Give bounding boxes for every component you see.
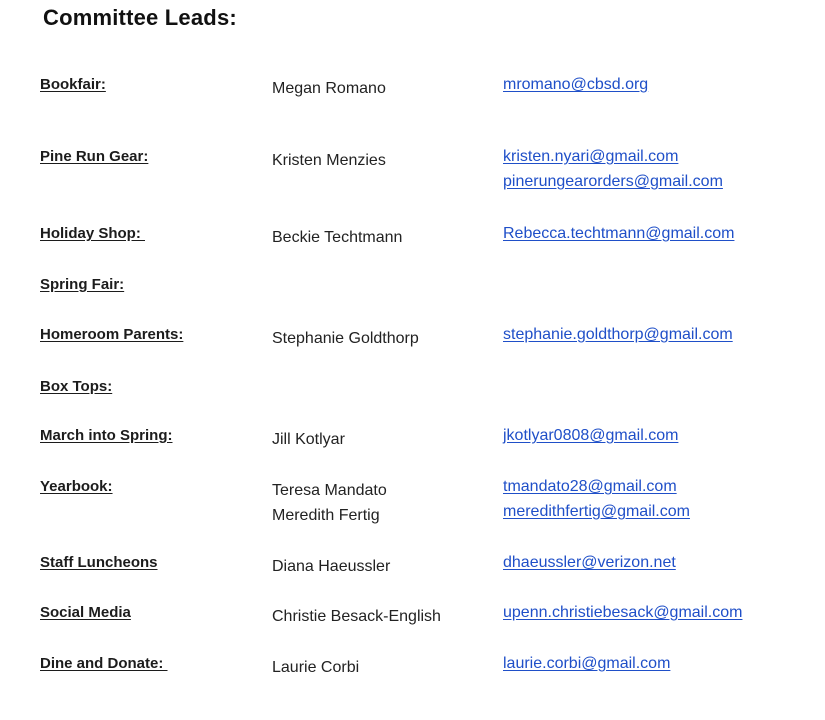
committee-emails [503,474,690,524]
committee-emails [503,72,648,97]
email-link[interactable]: laurie.corbi@gmail.com [503,655,671,672]
committee-name: Bookfair: [40,76,106,93]
committee-leads [272,554,390,579]
committee-emails [503,144,723,194]
committee-name: Dine and Donate: [40,655,168,672]
committee-leads [272,478,387,528]
committee-name: Holiday Shop: [40,225,145,242]
committee-emails [503,322,733,347]
committee-name: March into Spring: [40,427,173,444]
lead-name: Meredith Fertig [272,507,380,524]
lead-name: Stephanie Goldthorp [272,330,419,347]
committee-emails [503,600,742,625]
lead-name: Kristen Menzies [272,152,386,169]
lead-name: Jill Kotlyar [272,431,345,448]
committee-name: Homeroom Parents: [40,326,184,343]
email-link[interactable]: Rebecca.techtmann@gmail.com [503,225,735,242]
committee-leads [272,326,419,351]
committee-name: Pine Run Gear: [40,148,149,165]
committee-emails [503,221,734,246]
email-link[interactable]: meredithfertig@gmail.com [503,503,690,520]
committee-name: Spring Fair: [40,276,125,293]
lead-name: Megan Romano [272,80,386,97]
lead-name: Teresa Mandato [272,482,387,499]
committee-emails [503,651,670,676]
page-title: Committee Leads: [43,5,237,30]
email-link[interactable]: pinerungearorders@gmail.com [503,173,723,190]
lead-name: Christie Besack-English [272,608,441,625]
email-link[interactable]: upenn.christiebesack@gmail.com [503,604,743,621]
committee-leads [272,76,386,101]
committee-name: Social Media [40,604,131,621]
committee-leads [272,148,386,173]
committee-name: Box Tops: [40,378,113,395]
email-link[interactable]: dhaeussler@verizon.net [503,554,676,571]
committee-leads [272,604,441,629]
committee-leads [272,655,359,680]
email-link[interactable]: mromano@cbsd.org [503,76,649,93]
committee-name: Staff Luncheons [40,554,158,571]
lead-name: Diana Haeussler [272,558,391,575]
committee-leads [272,427,345,452]
lead-name: Laurie Corbi [272,659,360,676]
committee-emails [503,550,676,575]
committee-leads [272,225,402,250]
committee-name: Yearbook: [40,478,113,495]
email-link[interactable]: kristen.nyari@gmail.com [503,148,679,165]
email-link[interactable]: tmandato28@gmail.com [503,478,677,495]
email-link[interactable]: jkotlyar0808@gmail.com [503,427,679,444]
committee-emails [503,423,678,448]
lead-name: Beckie Techtmann [272,229,403,246]
email-link[interactable]: stephanie.goldthorp@gmail.com [503,326,733,343]
